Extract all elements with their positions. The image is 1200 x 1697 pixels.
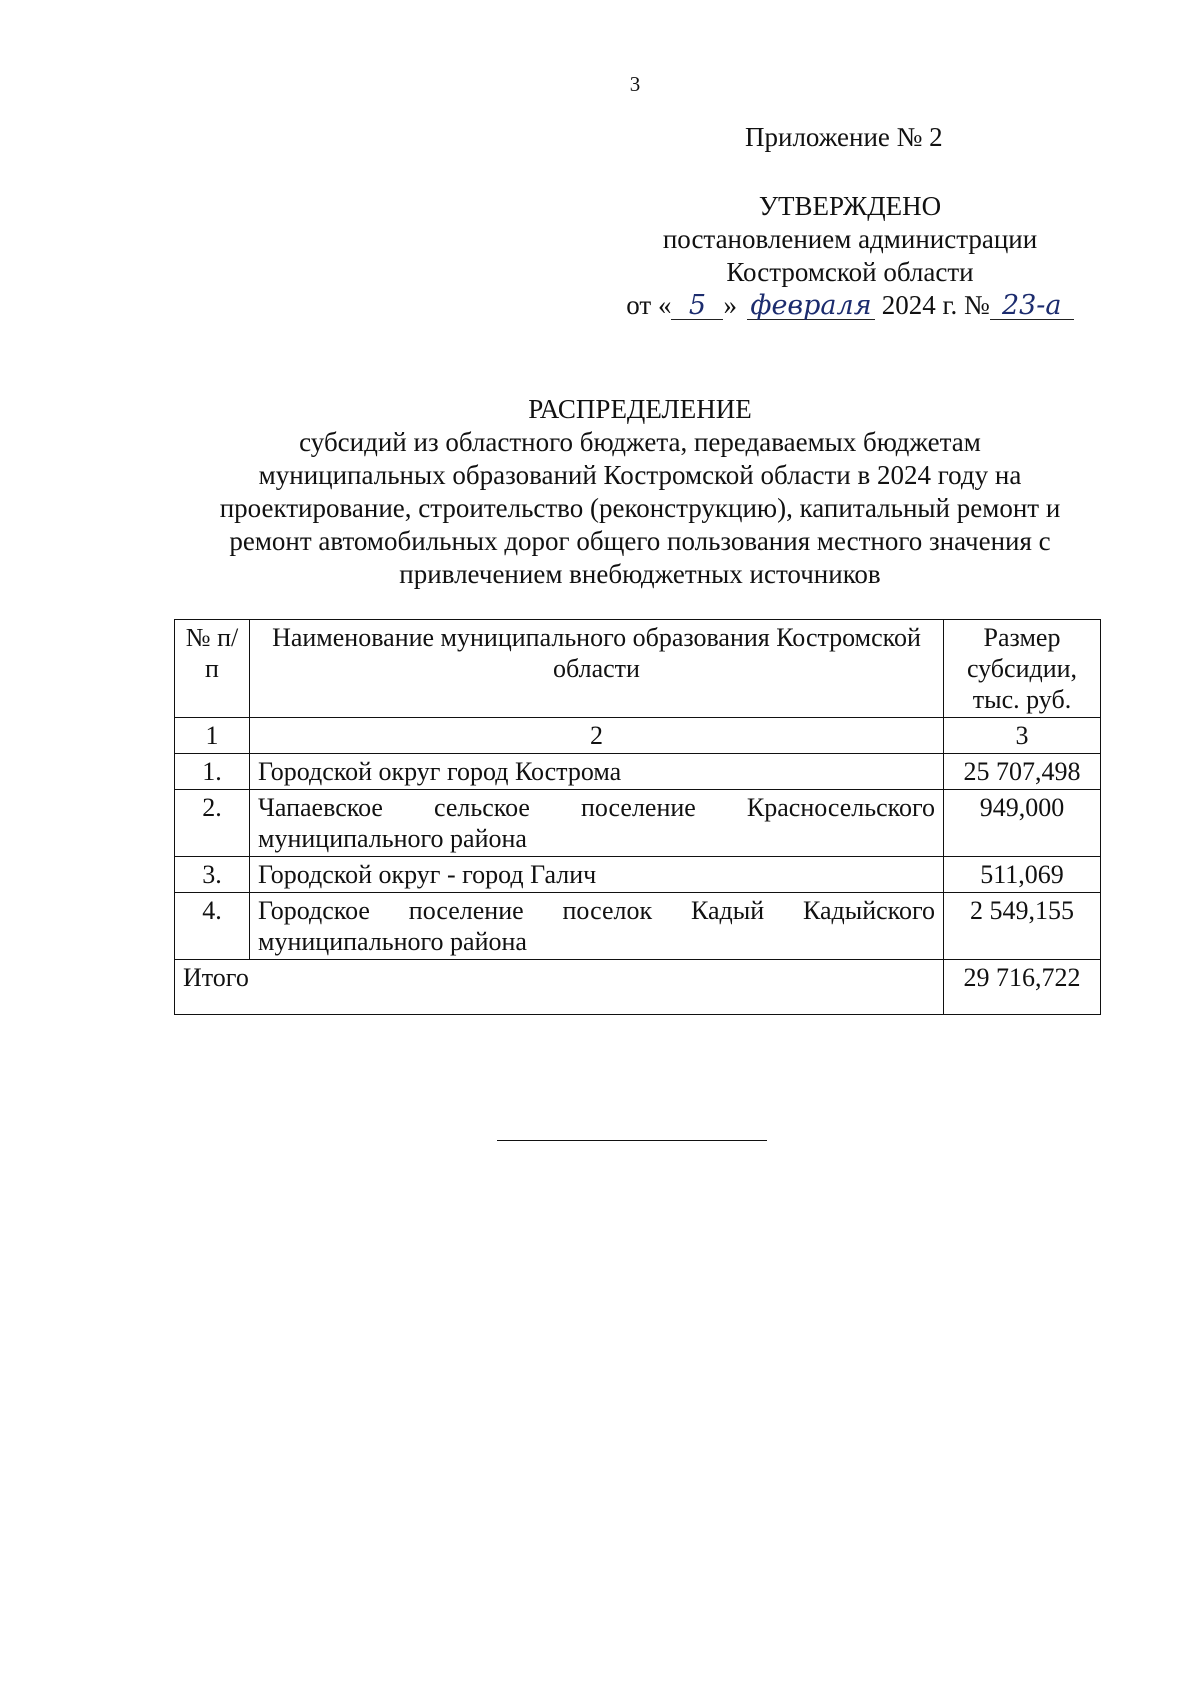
- row-sum: 2 549,155: [944, 893, 1101, 960]
- table-row: [175, 790, 1101, 857]
- handwritten-number: 23-а: [990, 293, 1074, 320]
- header-name: Наименование муниципального образования Костромской области: [250, 620, 944, 718]
- subsidy-table: [174, 619, 1101, 1015]
- row-no: 1.: [175, 754, 250, 790]
- index-cell: 3: [944, 718, 1101, 754]
- year-text: 2024 г. №: [881, 290, 990, 320]
- row-name: Чапаевское сельское поселение Красносельского муниципального района: [250, 790, 944, 857]
- end-divider: [497, 1140, 767, 1141]
- row-sum: 949,000: [944, 790, 1101, 857]
- table-row: [175, 754, 1101, 790]
- index-cell: 2: [250, 718, 944, 754]
- document-heading: РАСПРЕДЕЛЕНИЕ: [528, 394, 752, 424]
- row-sum: 25 707,498: [944, 754, 1101, 790]
- approval-title: УТВЕРЖДЕНО: [758, 191, 942, 221]
- header-sum: Размер субсидии, тыс. руб.: [944, 620, 1101, 718]
- approval-line-2: постановлением администрации: [662, 224, 1038, 254]
- title-line: ремонт автомобильных дорог общего пользования местного значения с: [229, 526, 1051, 556]
- table-total-row: [175, 960, 1101, 1015]
- title-line: муниципальных образований Костромской области в 2024 году на: [258, 460, 1022, 490]
- approval-line-3: Костромской области: [726, 257, 974, 287]
- title-line: субсидий из областного бюджета, передаваемых бюджетам: [299, 427, 981, 457]
- handwritten-day: 5: [671, 293, 723, 320]
- page-number: 3: [629, 72, 641, 96]
- index-cell: 1: [175, 718, 250, 754]
- total-sum: 29 716,722: [944, 960, 1101, 1015]
- row-no: 3.: [175, 857, 250, 893]
- approval-date-line: [600, 289, 1100, 322]
- approval-block: [600, 190, 1100, 322]
- total-label: Итого: [175, 960, 944, 1015]
- row-no: 4.: [175, 893, 250, 960]
- date-quote-close: »: [723, 290, 737, 320]
- title-line: привлечением внебюджетных источников: [399, 559, 881, 589]
- row-name: Городской округ - город Галич: [250, 857, 944, 893]
- row-name: Городской округ город Кострома: [250, 754, 944, 790]
- date-prefix: от «: [626, 290, 672, 320]
- row-name: Городское поселение поселок Кадый Кадыйского муниципального района: [250, 893, 944, 960]
- document-title-block: [180, 393, 1100, 591]
- table-row: [175, 893, 1101, 960]
- appendix-label: Приложение № 2: [745, 122, 943, 152]
- handwritten-month: февраля: [747, 293, 875, 320]
- table-index-row: [175, 718, 1101, 754]
- header-no: № п/п: [175, 620, 250, 718]
- title-line: проектирование, строительство (реконструкцию), капитальный ремонт и: [219, 493, 1061, 523]
- row-sum: 511,069: [944, 857, 1101, 893]
- table-row: [175, 857, 1101, 893]
- table-header-row: [175, 620, 1101, 718]
- row-no: 2.: [175, 790, 250, 857]
